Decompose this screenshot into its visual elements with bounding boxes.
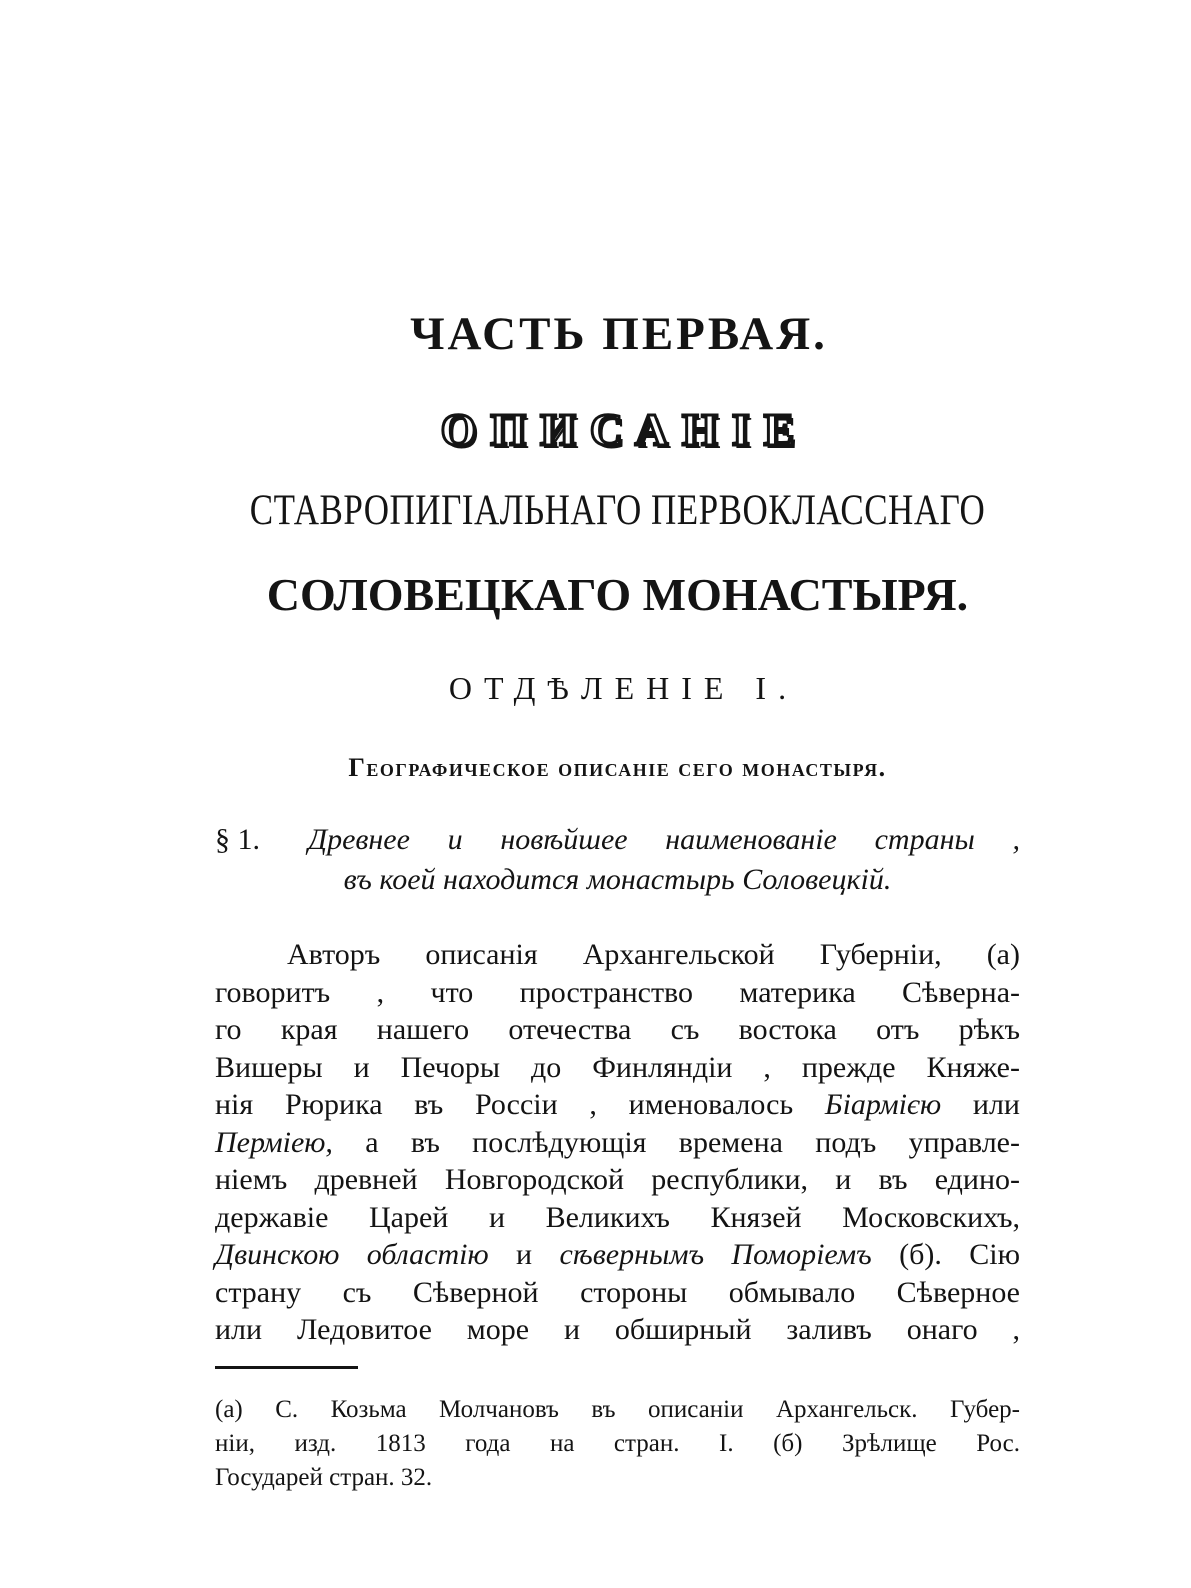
body-line xyxy=(215,1011,1020,1049)
body-italic-segment: Двинскою областію xyxy=(215,1238,489,1271)
body-line xyxy=(215,936,1020,974)
body-text-segment: Авторъ описанія Архангельской Губерніи, (а) xyxy=(287,938,1020,971)
section-mark: § 1. xyxy=(215,823,260,856)
body-italic-segment: Перміею, xyxy=(215,1125,333,1159)
body-line xyxy=(215,1311,1020,1349)
stauropegial-subtitle: СТАВРОПИГІАЛЬНАГО ПЕРВОКЛАССНАГО xyxy=(249,485,986,534)
footnote-line: Государей стран. 32. xyxy=(215,1464,433,1491)
body-italic-segment: сѣвернымъ Поморіемъ xyxy=(559,1238,872,1271)
section-title-part-2: въ коей находится монастырь Соловецкій. xyxy=(343,863,892,896)
footnote-line: ніи, изд. 1813 года на стран. І. (б) Зрѣлище Рос. xyxy=(215,1430,1020,1457)
body-text-segment: ніемъ древней Новгородской республики, и въ едино- xyxy=(215,1163,1020,1196)
monastery-title: СОЛОВЕЦКАГО МОНАСТЫРЯ. xyxy=(266,569,969,620)
body-line xyxy=(215,1274,1020,1312)
body-line xyxy=(215,1199,1020,1237)
division-topic: Географическое описаніе сего монастыря. xyxy=(348,753,887,782)
body-text-segment: Вишеры и Печоры до Финляндіи , прежде Княже- xyxy=(215,1050,1020,1084)
footnote-line: (а) С. Козьма Молчановъ въ описаніи Архангельск. Губер- xyxy=(215,1396,1020,1423)
part-title: ЧАСТЬ ПЕРВАЯ. xyxy=(410,308,828,360)
body-text-segment: го края нашего отечества съ востока отъ рѣкъ xyxy=(215,1013,1020,1046)
description-title: ОПИСАНІЕ xyxy=(440,404,809,455)
body-line xyxy=(215,1086,1020,1124)
footnotes xyxy=(215,1393,1020,1495)
body-line xyxy=(215,1161,1020,1199)
section-heading-line-1 xyxy=(215,821,1020,859)
body-text-segment: страну съ Сѣверной стороны обмывало Сѣверное xyxy=(215,1275,1020,1309)
footnote-rule xyxy=(215,1366,358,1369)
body-paragraph xyxy=(215,936,1020,1349)
body-text-segment: (б). Сію xyxy=(871,1238,1020,1271)
body-italic-segment: Біармією xyxy=(824,1088,942,1121)
body-text-segment: или xyxy=(941,1088,1020,1121)
body-text-segment: говоритъ , что пространство материка Сѣверна- xyxy=(215,975,1020,1009)
body-text-segment: а въ послѣдующія времена подъ управле- xyxy=(332,1125,1020,1159)
body-text-segment: нія Рюрика въ Россіи , именовалось xyxy=(215,1088,825,1121)
body-text-segment: или Ледовитое море и обширный заливъ онаго , xyxy=(215,1313,1020,1346)
body-line xyxy=(215,1049,1020,1087)
body-line xyxy=(215,974,1020,1012)
division-title: ОТДѢЛЕНІЕ І. xyxy=(448,670,799,706)
section-title-part-1: Древнее и новѣйшее наименованіе страны , xyxy=(308,823,1020,856)
body-line xyxy=(215,1124,1020,1162)
body-line xyxy=(215,1236,1020,1274)
body-text-segment: державіе Царей и Великихъ Князей Московскихъ, xyxy=(215,1200,1020,1234)
body-text-segment: и xyxy=(488,1238,560,1271)
